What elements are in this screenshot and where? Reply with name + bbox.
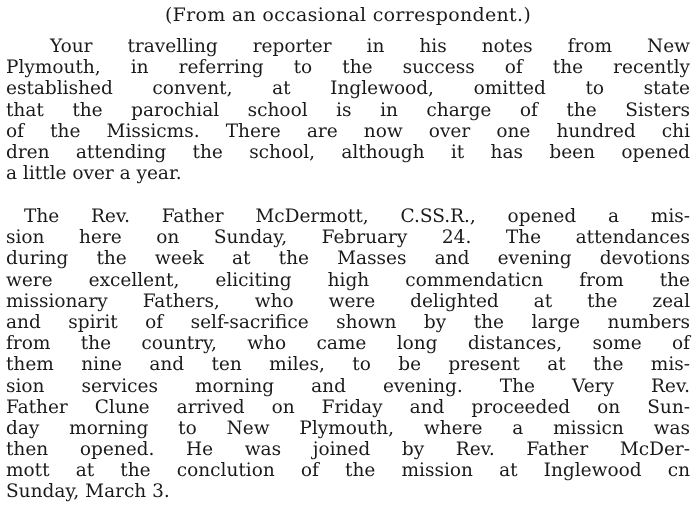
article-subheading: (From an occasional correspondent.) — [164, 4, 532, 26]
text-line: and spirit of self-sacrifice shown by the large numbers — [6, 311, 690, 333]
text-line: a little over a year. — [6, 163, 182, 185]
text-line: dren attending the school, although it has been opened — [6, 141, 690, 163]
text-line: then opened. He was joined by Rev. Father McDer- — [6, 439, 690, 461]
text-line: established convent, at Inglewood, omitted to state — [6, 78, 690, 100]
text-line: of the Missicms. There are now over one hundred chi — [6, 120, 690, 142]
text-line: that the parochial school is in charge of the Sisters — [6, 99, 690, 121]
text-line: sion here on Sunday, February 24. The attendances — [6, 227, 690, 249]
text-line: The Rev. Father McDermott, C.SS.R., opened a mis- — [24, 206, 690, 227]
text-line: Sunday, March 3. — [6, 481, 170, 503]
text-line: Your travelling reporter in his notes from New — [50, 36, 690, 57]
text-line: Father Clune arrived on Friday and proceeded on Sun- — [6, 396, 690, 418]
text-line: day morning to New Plymouth, where a missicn was — [6, 417, 690, 439]
text-line: mott at the conclution of the mission at Inglewood cn — [6, 460, 690, 482]
paragraph-mission — [6, 206, 690, 503]
text-line: during the week at the Masses and evening devotions — [6, 248, 690, 270]
text-line: were excellent, eliciting high commendaticn from the — [6, 269, 690, 291]
text-line: from the country, who came long distances, some of — [6, 333, 690, 355]
text-line: them nine and ten miles, to be present at the mis- — [6, 354, 690, 376]
paragraph-convent-school — [6, 36, 690, 184]
text-line: Plymouth, in referring to the success of the recently — [6, 57, 690, 79]
text-line: missionary Fathers, who were delighted at the zeal — [6, 290, 690, 312]
text-line: sion services morning and evening. The Very Rev. — [6, 375, 690, 397]
